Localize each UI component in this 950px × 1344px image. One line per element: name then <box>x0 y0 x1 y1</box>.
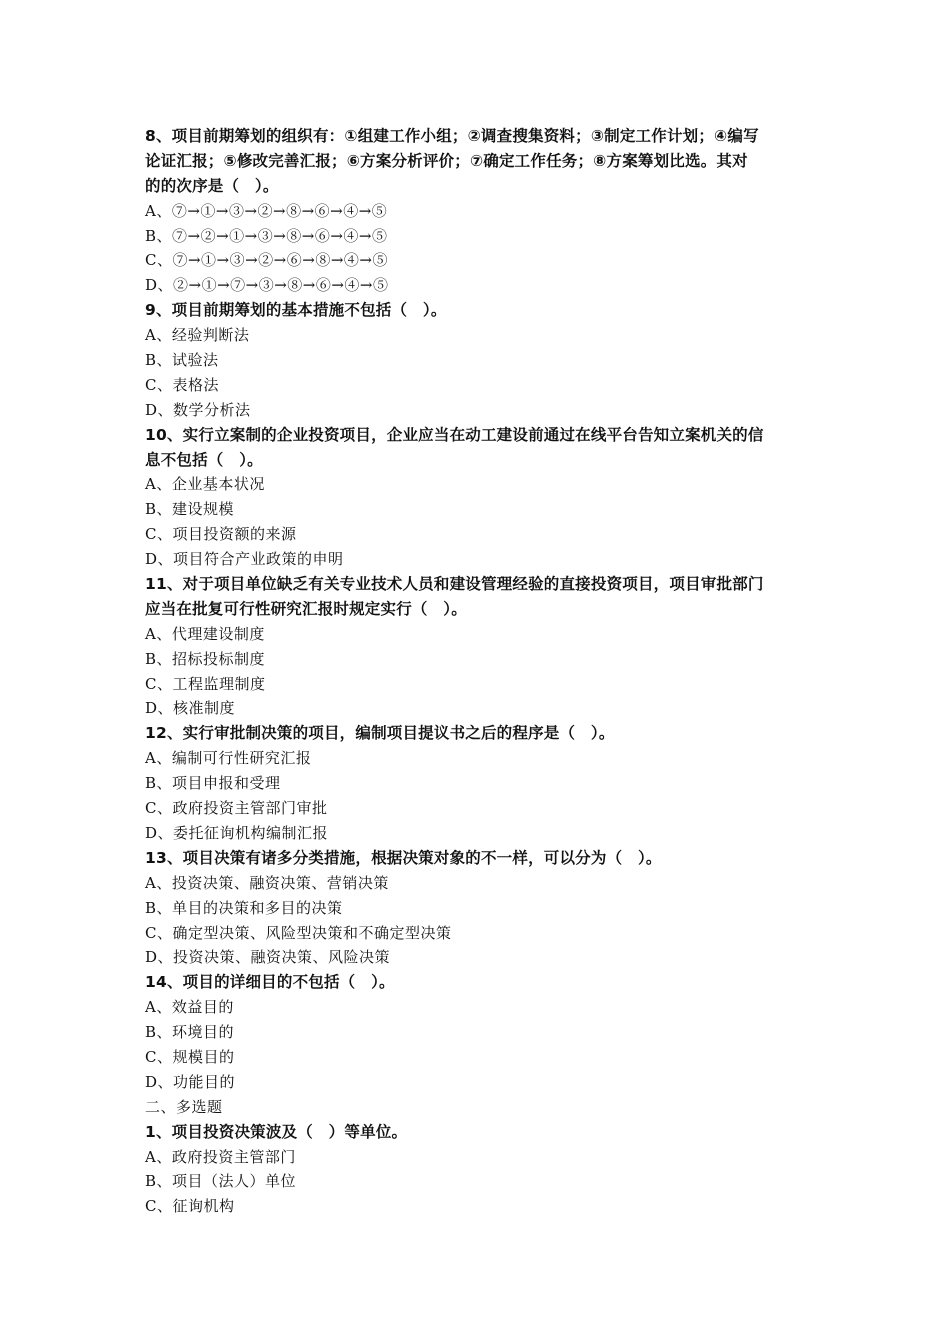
question-line: 10、实行立案制的企业投资项目，企业应当在动工建设前通过在线平台告知立案机关的信 <box>145 425 764 444</box>
exam-content <box>145 124 810 1219</box>
option-line: B、⑦→②→①→③→⑧→⑥→④→⑤ <box>145 226 388 245</box>
option-line: C、规模目的 <box>145 1047 235 1066</box>
option-line: D、②→①→⑦→③→⑧→⑥→④→⑤ <box>145 276 389 295</box>
option-line: B、单目的决策和多目的决策 <box>145 898 343 917</box>
option-line: B、项目申报和受理 <box>145 774 281 793</box>
option-line: D、核准制度 <box>145 699 236 718</box>
question-line: 论证汇报；⑤修改完善汇报；⑥方案分析评价；⑦确定工作任务；⑧方案筹划比选。其对 <box>145 151 748 170</box>
option-line: A、代理建设制度 <box>145 624 265 643</box>
option-line: B、建设规模 <box>145 500 235 519</box>
option-line: D、委托征询机构编制汇报 <box>145 823 329 842</box>
question-line: 8、项目前期筹划的组织有：①组建工作小组；②调查搜集资料；③制定工作计划；④编写 <box>145 127 759 145</box>
option-line: A、⑦→①→③→②→⑧→⑥→④→⑤ <box>145 201 388 220</box>
option-line: C、⑦→①→③→②→⑥→⑧→④→⑤ <box>145 251 388 270</box>
option-line: A、编制可行性研究汇报 <box>145 749 312 768</box>
option-line: A、经验判断法 <box>145 326 250 345</box>
option-line: B、项目（法人）单位 <box>145 1172 297 1191</box>
question-line: 14、项目的详细目的不包括（ ）。 <box>145 973 395 992</box>
question-line: 1、项目投资决策波及（ ）等单位。 <box>145 1122 408 1141</box>
option-line: D、投资决策、融资决策、风险决策 <box>145 948 391 967</box>
option-line: A、投资决策、融资决策、营销决策 <box>145 873 389 892</box>
option-line: C、工程监理制度 <box>145 674 266 693</box>
option-line: C、政府投资主管部门审批 <box>145 799 328 818</box>
question-line: 的的次序是（ ）。 <box>145 176 279 195</box>
option-line: A、政府投资主管部门 <box>145 1147 296 1166</box>
option-line: B、环境目的 <box>145 1023 235 1042</box>
section-heading: 二、多选题 <box>145 1097 223 1116</box>
option-line: D、数学分析法 <box>145 400 251 419</box>
question-line: 9、项目前期筹划的基本措施不包括（ ）。 <box>145 301 447 320</box>
option-line: C、项目投资额的来源 <box>145 525 297 544</box>
option-line: C、征询机构 <box>145 1197 235 1216</box>
question-line: 11、对于项目单位缺乏有关专业技术人员和建设管理经验的直接投资项目，项目审批部门 <box>145 575 764 594</box>
option-line: A、企业基本状况 <box>145 475 265 494</box>
question-line: 13、项目决策有诸多分类措施，根据决策对象的不一样，可以分为（ ）。 <box>145 848 662 867</box>
option-line: A、效益目的 <box>145 998 234 1017</box>
option-line: D、项目符合产业政策的申明 <box>145 550 344 569</box>
question-line: 应当在批复可行性研究汇报时规定实行（ ）。 <box>145 599 467 618</box>
option-line: B、试验法 <box>145 351 219 370</box>
question-line: 息不包括（ ）。 <box>145 450 263 469</box>
option-line: B、招标投标制度 <box>145 649 266 668</box>
question-line: 12、实行审批制决策的项目，编制项目提议书之后的程序是（ ）。 <box>145 724 615 743</box>
option-line: D、功能目的 <box>145 1072 236 1091</box>
option-line: C、确定型决策、风险型决策和不确定型决策 <box>145 923 452 942</box>
option-line: C、表格法 <box>145 375 219 394</box>
